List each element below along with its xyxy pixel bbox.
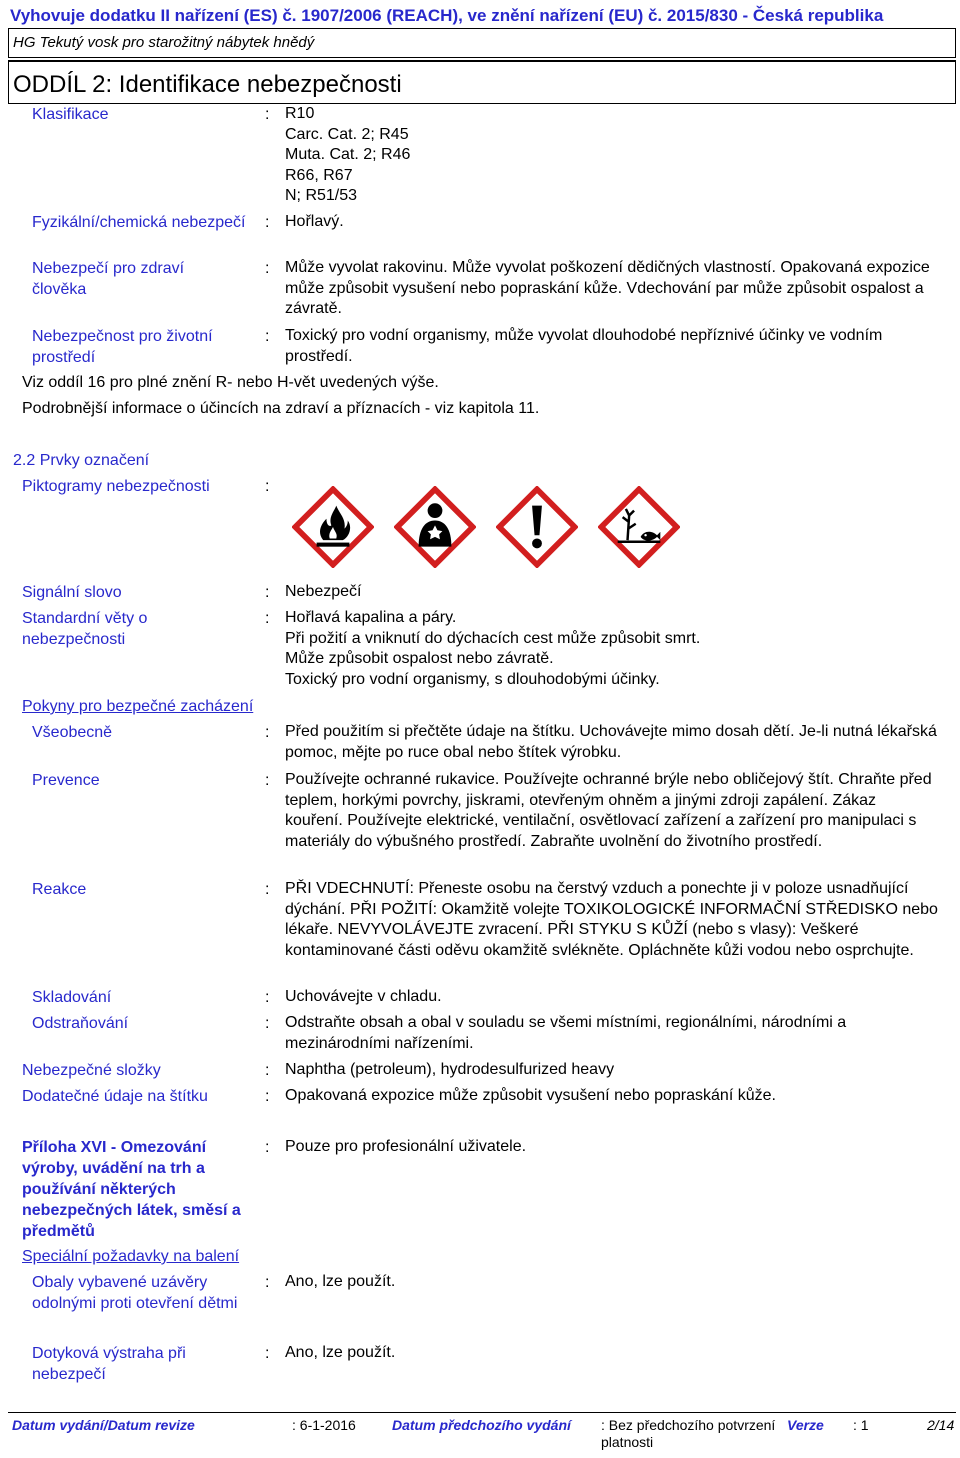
flame-icon bbox=[292, 486, 374, 568]
product-name: HG Tekutý vosk pro starožitný nábytek hnědý bbox=[13, 34, 315, 51]
colon: : bbox=[265, 214, 270, 231]
physical-hazard-label: Fyzikální/chemická nebezpečí bbox=[32, 214, 246, 231]
pictograms-label: Piktogramy nebezpečnosti bbox=[22, 478, 210, 495]
version-value: : 1 bbox=[853, 1417, 869, 1433]
signal-word-label: Signální slovo bbox=[22, 584, 122, 601]
section-divider bbox=[8, 103, 956, 104]
hazard-statement: Může způsobit ospalost nebo závratě. bbox=[285, 650, 554, 668]
tactile-warning-value: Ano, lze použít. bbox=[285, 1344, 396, 1361]
classification-line: R10 bbox=[285, 105, 315, 122]
classification-label: Klasifikace bbox=[32, 106, 109, 123]
classification-line: Muta. Cat. 2; R46 bbox=[285, 146, 411, 164]
regulation-header: Vyhovuje dodatku II nařízení (ES) č. 1907/2006 (REACH), ve znění nařízení (EU) č. 2015/830 - Česká republika bbox=[10, 6, 884, 25]
disposal-label: Odstraňování bbox=[32, 1015, 129, 1032]
storage-value: Uchovávejte v chladu. bbox=[285, 988, 442, 1005]
colon: : bbox=[265, 1088, 270, 1105]
hazard-statements-list bbox=[285, 608, 700, 690]
health-hazard-label: Nebezpečí pro zdraví člověka bbox=[32, 260, 185, 298]
colon: : bbox=[265, 478, 270, 495]
response-value: PŘI VDECHNUTÍ: Přeneste osobu na čerstvý vzduch a ponechte ji v poloze usnadňující dýchání. PŘI POŽITÍ: Okamžitě volejte TOXIKOLOGICKÉ INFORMAČNÍ STŘEDISKO nebo lékaře. NEVYVOLÁVEJTE zvracení. PŘI STYKU S KŮŽÍ (nebo s vlasy): Veškeré kontaminované části oděvu okamžitě svlékněte. Opláchněte kůži vodou nebo osprchujte. bbox=[285, 880, 938, 959]
colon: : bbox=[265, 1139, 270, 1156]
hazardous-components-value: Naphtha (petroleum), hydrodesulfurized heavy bbox=[285, 1061, 615, 1078]
prevention-value: Používejte ochranné rukavice. Používejte ochranné brýle nebo obličejový štít. Chraňte před teplem, horkými povrchy, jiskrami, otevřeným ohněm a jinými zdroji zapálení. Zákaz kouření. Používejte elektrické, ventilační, osvětlovací zařízení a zařízení pro manipulaci s materiály do výbušného prostředí. Zabraňte uvolnění do životního prostředí. bbox=[285, 771, 932, 850]
version-label: Verze bbox=[787, 1417, 824, 1433]
health-hazard-icon bbox=[394, 486, 476, 568]
previous-date-value: : Bez předchozího potvrzení platnosti bbox=[601, 1417, 776, 1450]
colon: : bbox=[265, 989, 270, 1006]
disposal-value: Odstraňte obsah a obal v souladu se všemi místními, regionálními, národními a mezinárodními nařízeními. bbox=[285, 1014, 847, 1052]
signal-word-value: Nebezpečí bbox=[285, 583, 362, 600]
colon: : bbox=[265, 260, 270, 277]
environment-icon bbox=[598, 486, 680, 568]
page-number: 2/14 bbox=[927, 1417, 955, 1433]
label-elements-heading: 2.2 Prvky označení bbox=[13, 452, 150, 469]
annex-xvi-label: Příloha XVI - Omezování výroby, uvádění na trh a používání některých nebezpečných látek, směsí a předmětů bbox=[22, 1139, 241, 1240]
packaging-heading: Speciální požadavky na balení bbox=[22, 1248, 240, 1265]
annex-xvi-value: Pouze pro profesionální uživatele. bbox=[285, 1138, 527, 1155]
health-hazard-value: Může vyvolat rakovinu. Může vyvolat poškození dědičných vlastností. Opakovaná expozice může způsobit vysušení nebo popraskání kůže. Vdechování par může způsobit ospalost a závratě. bbox=[285, 259, 930, 318]
child-resistant-label: Obaly vybavené uzávěry odolnými proti otevření dětmi bbox=[32, 1274, 238, 1312]
colon: : bbox=[265, 881, 270, 898]
precautionary-heading: Pokyny pro bezpečné zacházení bbox=[22, 698, 254, 715]
supplemental-label-label: Dodatečné údaje na štítku bbox=[22, 1088, 208, 1105]
footer-rule bbox=[8, 1412, 956, 1413]
previous-date-label: Datum předchozího vydání bbox=[392, 1417, 571, 1433]
colon: : bbox=[265, 1274, 270, 1291]
note-section-16: Viz oddíl 16 pro plné znění R- nebo H-vět uvedených výše. bbox=[22, 374, 439, 391]
colon: : bbox=[265, 772, 270, 789]
prevention-label: Prevence bbox=[32, 772, 100, 789]
colon: : bbox=[265, 584, 270, 601]
general-value: Před použitím si přečtěte údaje na štítku. Uchovávejte mimo dosah dětí. Je-li nutná lékařská pomoc, mějte po ruce obal nebo štítek výrobku. bbox=[285, 723, 937, 761]
classification-line: N; R51/53 bbox=[285, 187, 358, 205]
environment-hazard-value: Toxický pro vodní organismy, může vyvolat dlouhodobé nepříznivé účinky ve vodním prostředí. bbox=[285, 327, 883, 365]
hazard-statements-label: Standardní věty o nebezpečnosti bbox=[22, 610, 148, 648]
issue-date-label: Datum vydání/Datum revize bbox=[12, 1417, 195, 1433]
hazardous-components-label: Nebezpečné složky bbox=[22, 1062, 161, 1079]
section-header-box bbox=[8, 60, 956, 104]
physical-hazard-value: Hořlavý. bbox=[285, 213, 344, 230]
hazard-statement: Toxický pro vodní organismy, s dlouhodobými účinky. bbox=[285, 670, 660, 688]
child-resistant-value: Ano, lze použít. bbox=[285, 1273, 396, 1290]
colon: : bbox=[265, 610, 270, 627]
note-chapter-11: Podrobnější informace o účincích na zdraví a příznacích - viz kapitola 11. bbox=[22, 400, 540, 417]
supplemental-label-value: Opakovaná expozice může způsobit vysušení nebo popraskání kůže. bbox=[285, 1087, 776, 1104]
hazard-statement: Hořlavá kapalina a páry. bbox=[285, 609, 457, 626]
colon: : bbox=[265, 1062, 270, 1079]
hazard-statement: Při požití a vniknutí do dýchacích cest může způsobit smrt. bbox=[285, 629, 701, 647]
colon: : bbox=[265, 106, 270, 123]
colon: : bbox=[265, 724, 270, 741]
classification-line: Carc. Cat. 2; R45 bbox=[285, 125, 409, 143]
colon: : bbox=[265, 1345, 270, 1362]
exclamation-mark-icon bbox=[496, 486, 578, 568]
classification-line: R66, R67 bbox=[285, 166, 353, 184]
section-title: ODDÍL 2: Identifikace nebezpečnosti bbox=[13, 71, 402, 98]
storage-label: Skladování bbox=[32, 989, 112, 1006]
classification-list bbox=[285, 104, 410, 207]
product-name-box bbox=[8, 28, 956, 58]
colon: : bbox=[265, 328, 270, 345]
tactile-warning-label: Dotyková výstraha při nebezpečí bbox=[32, 1345, 186, 1383]
general-label: Všeobecně bbox=[32, 724, 113, 741]
colon: : bbox=[265, 1015, 270, 1032]
response-label: Reakce bbox=[32, 881, 87, 898]
issue-date-value: : 6-1-2016 bbox=[292, 1417, 356, 1433]
environment-hazard-label: Nebezpečnost pro životní prostředí bbox=[32, 328, 213, 366]
